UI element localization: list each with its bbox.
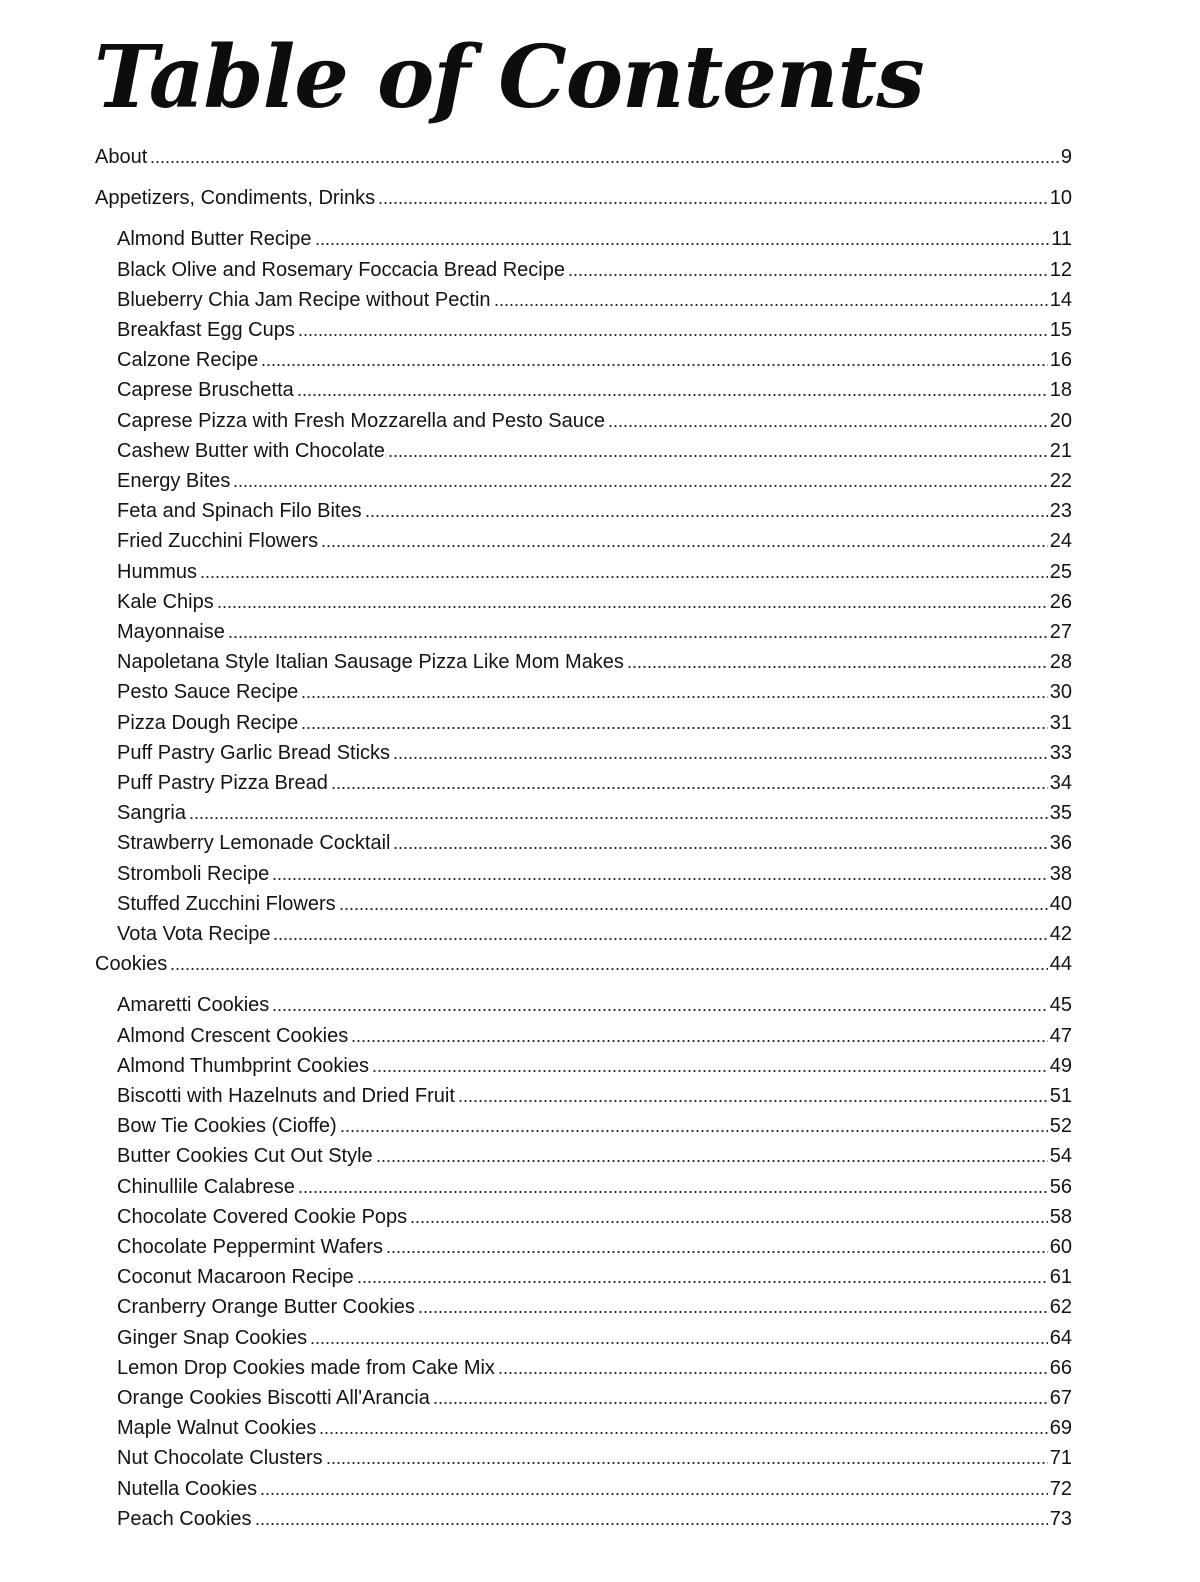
toc-page-number: 14 — [1049, 288, 1072, 311]
toc-entry-title: About — [95, 146, 148, 168]
toc-page-number: 58 — [1049, 1205, 1072, 1228]
toc-recipe-entry[interactable] — [117, 1022, 1072, 1050]
toc-recipe-entry[interactable] — [117, 1475, 1072, 1503]
toc-entry-title: Almond Crescent Cookies — [117, 1024, 349, 1047]
dot-leader — [372, 1069, 1048, 1073]
dot-leader — [189, 816, 1048, 820]
toc-entry-title: Strawberry Lemonade Cocktail — [117, 832, 391, 855]
toc-page-number: 21 — [1049, 439, 1072, 462]
toc-page-number: 44 — [1049, 953, 1072, 976]
toc-page-number: 47 — [1049, 1024, 1072, 1047]
toc-page-number: 71 — [1049, 1447, 1072, 1470]
toc-page-number: 9 — [1060, 146, 1072, 168]
toc-recipe-entry[interactable] — [117, 1052, 1072, 1080]
toc-entry-title: Calzone Recipe — [117, 349, 259, 372]
dot-leader — [386, 1250, 1048, 1254]
toc-entry-title: Ginger Snap Cookies — [117, 1326, 308, 1349]
toc-entry-title: Cashew Butter with Chocolate — [117, 439, 385, 462]
toc-entry-title: Puff Pastry Garlic Bread Sticks — [117, 741, 391, 764]
toc-entry-title: Fried Zucchini Flowers — [117, 530, 319, 553]
toc-page-number: 23 — [1049, 500, 1072, 523]
toc-page-number: 62 — [1049, 1296, 1072, 1319]
dot-leader — [376, 1159, 1048, 1163]
toc-page-number: 38 — [1049, 862, 1072, 885]
toc-recipe-entry[interactable] — [117, 1414, 1072, 1442]
toc-entry-title: Chocolate Covered Cookie Pops — [117, 1205, 408, 1228]
toc-entry-title: Orange Cookies Biscotti All'Arancia — [117, 1387, 430, 1409]
toc-page-number: 31 — [1049, 711, 1072, 734]
toc-page-number: 73 — [1049, 1507, 1072, 1530]
toc-recipe-entry[interactable] — [117, 1173, 1072, 1201]
toc-page-number: 67 — [1049, 1387, 1072, 1409]
toc-entry-title: Almond Thumbprint Cookies — [117, 1054, 369, 1077]
toc-entry-title: Butter Cookies Cut Out Style — [117, 1145, 373, 1168]
toc-recipe-entry[interactable] — [117, 316, 1072, 344]
toc-page-number: 64 — [1049, 1326, 1072, 1349]
toc-recipe-entry[interactable] — [117, 799, 1072, 827]
toc-recipe-entry[interactable] — [117, 991, 1072, 1019]
dot-leader — [298, 1190, 1048, 1194]
toc-page-number: 72 — [1049, 1477, 1072, 1500]
toc-recipe-entry[interactable] — [117, 1112, 1072, 1140]
toc-recipe-entry[interactable] — [117, 1444, 1072, 1472]
toc-page-number: 12 — [1049, 258, 1072, 281]
toc-entry-title: Pesto Sauce Recipe — [117, 681, 299, 704]
toc-entry-title: Blueberry Chia Jam Recipe without Pectin — [117, 288, 491, 311]
toc-entry-title: Cranberry Orange Butter Cookies — [117, 1296, 415, 1319]
toc-page-number: 36 — [1049, 832, 1072, 855]
toc-entry-title: Pizza Dough Recipe — [117, 711, 299, 734]
dot-leader — [321, 544, 1048, 548]
toc-page-number: 69 — [1049, 1417, 1072, 1440]
toc-recipe-entry[interactable] — [117, 1324, 1072, 1352]
toc-page-number: 42 — [1049, 923, 1072, 945]
toc-entry-title: Vota Vota Recipe — [117, 923, 271, 945]
dot-leader — [298, 333, 1048, 337]
dot-leader — [297, 393, 1048, 397]
toc-entry-title: Chocolate Peppermint Wafers — [117, 1236, 384, 1258]
toc-recipe-entry[interactable] — [117, 890, 1072, 918]
toc-recipe-entry[interactable] — [117, 1293, 1072, 1321]
toc-page-number: 66 — [1049, 1356, 1072, 1379]
toc-entry-title: Biscotti with Hazelnuts and Dried Fruit — [117, 1085, 455, 1107]
dot-leader — [326, 1461, 1048, 1465]
toc-recipe-entry[interactable] — [117, 1233, 1072, 1261]
toc-recipe-entry[interactable] — [117, 497, 1072, 525]
dot-leader — [568, 273, 1048, 277]
toc-entry-title: Bow Tie Cookies (Cioffe) — [117, 1115, 337, 1138]
toc-entry-title: Energy Bites — [117, 470, 231, 492]
dot-leader — [310, 1341, 1048, 1345]
toc-page-number: 54 — [1049, 1145, 1072, 1168]
toc-page-number: 40 — [1049, 892, 1072, 915]
toc-recipe-entry[interactable] — [117, 588, 1072, 616]
dot-leader — [150, 160, 1059, 164]
toc-recipe-entry[interactable] — [117, 527, 1072, 555]
toc-entry-title: Stromboli Recipe — [117, 862, 270, 885]
dot-leader — [228, 635, 1048, 639]
toc-recipe-entry[interactable] — [117, 346, 1072, 374]
toc-section-entry[interactable] — [95, 950, 1072, 978]
dot-leader — [340, 1129, 1048, 1133]
toc-page-number: 16 — [1049, 349, 1072, 372]
toc-page-number: 45 — [1049, 994, 1072, 1017]
toc-page-number: 10 — [1049, 187, 1072, 210]
toc-recipe-entry[interactable] — [117, 920, 1072, 948]
dot-leader — [351, 1039, 1048, 1043]
toc-page-number: 34 — [1049, 772, 1072, 794]
toc-entry-title: Chinullile Calabrese — [117, 1175, 295, 1198]
toc-recipe-entry[interactable] — [117, 1384, 1072, 1412]
dot-leader — [217, 605, 1048, 609]
toc-recipe-entry[interactable] — [117, 618, 1072, 646]
dot-leader — [627, 665, 1048, 669]
toc-entry-title: Napoletana Style Italian Sausage Pizza Like Mom Makes — [117, 651, 624, 674]
toc-page-number: 11 — [1051, 228, 1072, 251]
toc-recipe-entry[interactable] — [117, 769, 1072, 797]
toc-entry-title: Puff Pastry Pizza Bread — [117, 772, 328, 794]
toc-recipe-entry[interactable] — [117, 678, 1072, 706]
toc-entry-title: Peach Cookies — [117, 1507, 252, 1530]
dot-leader — [365, 514, 1048, 518]
dot-leader — [410, 1220, 1048, 1224]
toc-page-number: 26 — [1049, 590, 1072, 613]
toc-recipe-entry[interactable] — [117, 256, 1072, 284]
toc-page-number: 30 — [1049, 681, 1072, 704]
dot-leader — [233, 484, 1047, 488]
dot-leader — [339, 907, 1048, 911]
toc-section-entry[interactable] — [95, 143, 1072, 171]
toc-recipe-entry[interactable] — [117, 1505, 1072, 1533]
dot-leader — [418, 1310, 1048, 1314]
toc-recipe-entry[interactable] — [117, 709, 1072, 737]
toc-entry-title: Coconut Macaroon Recipe — [117, 1266, 354, 1289]
toc-page-number: 52 — [1049, 1115, 1072, 1138]
toc-recipe-entry[interactable] — [117, 860, 1072, 888]
dot-leader — [301, 726, 1048, 730]
dot-leader — [331, 786, 1048, 790]
dot-leader — [273, 937, 1047, 941]
toc-recipe-entry[interactable] — [117, 1142, 1072, 1170]
dot-leader — [255, 1522, 1048, 1526]
toc-recipe-entry[interactable] — [117, 407, 1072, 435]
toc-page-number: 25 — [1049, 560, 1072, 583]
dot-leader — [608, 424, 1048, 428]
toc-entry-title: Stuffed Zucchini Flowers — [117, 892, 336, 915]
toc-entry-title: Maple Walnut Cookies — [117, 1417, 317, 1440]
toc-recipe-entry[interactable] — [117, 558, 1072, 586]
dot-leader — [301, 695, 1048, 699]
toc-entry-title: Amaretti Cookies — [117, 994, 270, 1017]
dot-leader — [272, 877, 1047, 881]
toc-entry-title: Lemon Drop Cookies made from Cake Mix — [117, 1356, 495, 1379]
toc-entry-title: Mayonnaise — [117, 621, 225, 643]
toc-page-number: 60 — [1049, 1236, 1072, 1258]
toc-page-number: 20 — [1049, 409, 1072, 432]
toc-entry-title: Sangria — [117, 802, 186, 825]
toc-page-number: 49 — [1049, 1054, 1072, 1077]
toc-page-number: 24 — [1049, 530, 1072, 553]
dot-leader — [433, 1401, 1048, 1405]
toc-page-number: 15 — [1049, 319, 1072, 341]
toc-recipe-entry[interactable] — [117, 376, 1072, 404]
toc-page-number: 51 — [1049, 1085, 1072, 1107]
toc-recipe-entry[interactable] — [117, 467, 1072, 495]
toc-entry-title: Nut Chocolate Clusters — [117, 1447, 323, 1470]
dot-leader — [272, 1008, 1047, 1012]
dot-leader — [388, 454, 1048, 458]
toc-recipe-entry[interactable] — [117, 225, 1072, 253]
dot-leader — [261, 363, 1048, 367]
toc-page-number: 56 — [1049, 1175, 1072, 1198]
dot-leader — [260, 1492, 1048, 1496]
dot-leader — [498, 1371, 1048, 1375]
dot-leader — [393, 756, 1048, 760]
toc-page-number: 27 — [1049, 621, 1072, 643]
toc-section-entry[interactable] — [95, 184, 1072, 212]
dot-leader — [458, 1099, 1048, 1103]
dot-leader — [319, 1431, 1047, 1435]
toc-recipe-entry[interactable] — [117, 437, 1072, 465]
toc-recipe-entry[interactable] — [117, 1203, 1072, 1231]
dot-leader — [393, 846, 1047, 850]
page-title: Table of Contents — [94, 27, 924, 128]
toc-entry-title: Hummus — [117, 560, 198, 583]
toc-page-number: 33 — [1049, 741, 1072, 764]
toc-page-number: 61 — [1049, 1266, 1072, 1289]
toc-recipe-entry[interactable] — [117, 1082, 1072, 1110]
dot-leader — [494, 303, 1048, 307]
toc-entry-title: Nutella Cookies — [117, 1477, 258, 1500]
toc-entry-title: Cookies — [95, 953, 168, 976]
dot-leader — [315, 242, 1050, 246]
toc-entry-title: Caprese Pizza with Fresh Mozzarella and Pesto Sauce — [117, 409, 606, 432]
toc-entry-title: Kale Chips — [117, 590, 214, 613]
toc-recipe-entry[interactable] — [117, 286, 1072, 314]
toc-entry-title: Breakfast Egg Cups — [117, 319, 295, 341]
dot-leader — [357, 1280, 1048, 1284]
dot-leader — [200, 575, 1048, 579]
toc-entry-title: Caprese Bruschetta — [117, 379, 294, 402]
toc-recipe-entry[interactable] — [117, 739, 1072, 767]
toc-entry-title: Appetizers, Condiments, Drinks — [95, 187, 376, 210]
toc-recipe-entry[interactable] — [117, 1354, 1072, 1382]
toc-entry-title: Black Olive and Rosemary Foccacia Bread Recipe — [117, 258, 565, 281]
toc-entry-title: Almond Butter Recipe — [117, 228, 312, 251]
toc-page-number: 18 — [1049, 379, 1072, 402]
toc-entry-title: Feta and Spinach Filo Bites — [117, 500, 362, 523]
dot-leader — [170, 967, 1047, 971]
toc-page-number: 22 — [1049, 470, 1072, 492]
toc-recipe-entry[interactable] — [117, 1263, 1072, 1291]
toc-recipe-entry[interactable] — [117, 648, 1072, 676]
toc-recipe-entry[interactable] — [117, 829, 1072, 857]
toc-page-number: 35 — [1049, 802, 1072, 825]
toc-page-number: 28 — [1049, 651, 1072, 674]
dot-leader — [378, 201, 1048, 205]
